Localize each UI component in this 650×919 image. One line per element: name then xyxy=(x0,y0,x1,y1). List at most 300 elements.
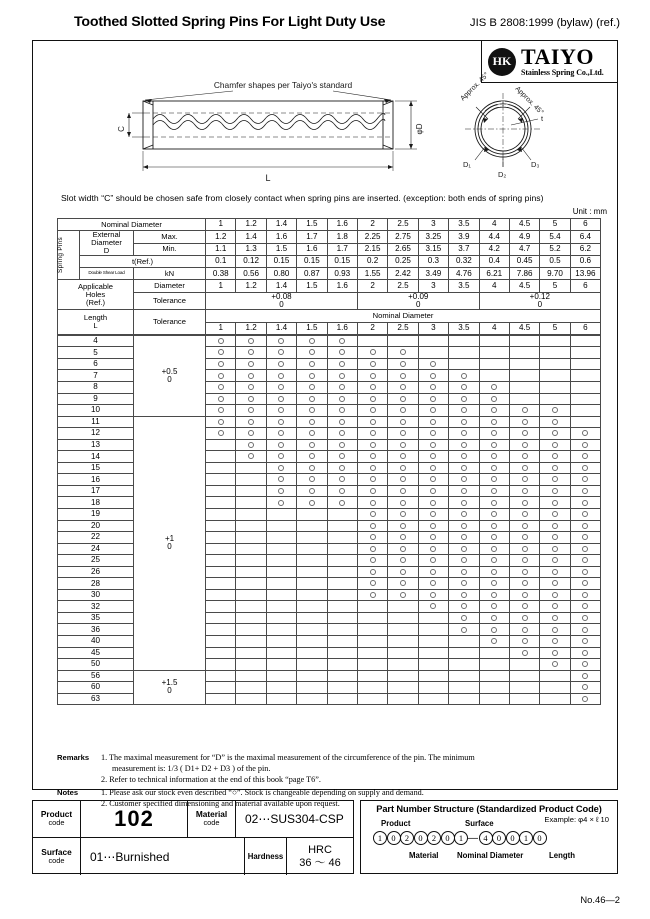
availability-cell xyxy=(388,485,418,497)
available-circle-icon xyxy=(582,523,588,529)
kn-cell-3: 0.87 xyxy=(297,268,327,280)
availability-cell xyxy=(357,566,387,578)
length-col-header-5: 2 xyxy=(357,322,387,334)
availability-cell xyxy=(570,601,600,613)
available-circle-icon xyxy=(491,557,497,563)
availability-cell xyxy=(449,520,479,532)
available-circle-icon xyxy=(400,523,406,529)
available-circle-icon xyxy=(430,488,436,494)
availability-cell xyxy=(297,555,327,567)
availability-cell xyxy=(388,589,418,601)
slot-width-note: Slot width “C” should be chosen safe from closely contact when spring pins are inserted. (exception: both ends of spring pins) xyxy=(61,193,544,203)
ext-min-cell-6: 2.65 xyxy=(388,243,418,255)
available-circle-icon xyxy=(522,442,528,448)
available-circle-icon xyxy=(552,638,558,644)
label-spring-pins: Spring Pins xyxy=(58,231,80,280)
available-circle-icon xyxy=(370,569,376,575)
availability-cell xyxy=(357,451,387,463)
availability-cell xyxy=(449,393,479,405)
availability-cell xyxy=(297,335,327,347)
available-circle-icon xyxy=(430,465,436,471)
available-circle-icon xyxy=(430,511,436,517)
availability-cell xyxy=(479,509,509,521)
spec-tbody xyxy=(58,219,601,335)
availability-cell xyxy=(236,578,266,590)
hole-diameter-cell-2: 1.4 xyxy=(266,280,296,292)
available-circle-icon xyxy=(400,546,406,552)
availability-cell xyxy=(297,358,327,370)
available-circle-icon xyxy=(309,338,315,344)
availability-cell xyxy=(297,370,327,382)
available-circle-icon xyxy=(522,546,528,552)
availability-cell xyxy=(479,370,509,382)
length-col-header-4: 1.6 xyxy=(327,322,357,334)
pn-label-surface: Surface xyxy=(465,819,494,828)
kn-cell-5: 1.55 xyxy=(357,268,387,280)
availability-cell xyxy=(266,601,296,613)
length-col-header-0: 1 xyxy=(206,322,236,334)
available-circle-icon xyxy=(309,419,315,425)
availability-cell xyxy=(266,393,296,405)
availability-cell xyxy=(388,624,418,636)
availability-cell xyxy=(206,382,236,394)
availability-cell xyxy=(509,393,539,405)
t-ref-cell-3: 0.15 xyxy=(297,256,327,268)
availability-cell xyxy=(266,497,296,509)
availability-cell xyxy=(479,416,509,428)
availability-cell xyxy=(479,624,509,636)
ext-max-cell-5: 2.25 xyxy=(357,231,387,243)
available-circle-icon xyxy=(370,384,376,390)
label-external-diameter: External Diameter D xyxy=(80,231,134,256)
availability-cell xyxy=(388,670,418,682)
availability-cell xyxy=(266,636,296,648)
availability-cell xyxy=(388,578,418,590)
availability-cell xyxy=(388,439,418,451)
hardness-label: Hardness xyxy=(245,838,287,875)
availability-cell xyxy=(297,485,327,497)
availability-cell xyxy=(509,485,539,497)
available-circle-icon xyxy=(339,430,345,436)
availability-cell xyxy=(418,601,448,613)
kn-cell-7: 3.49 xyxy=(418,268,448,280)
length-tolerance-0: +0.5 0 xyxy=(134,335,206,416)
available-circle-icon xyxy=(309,407,315,413)
availability-cell xyxy=(509,416,539,428)
availability-cell xyxy=(297,462,327,474)
available-circle-icon xyxy=(218,338,224,344)
available-circle-icon xyxy=(552,419,558,425)
availability-cell xyxy=(418,532,448,544)
remarks-item-1b: measurement is: 1/3 ( D1+ D2 + D3 ) of the pin. xyxy=(112,763,271,773)
availability-cell xyxy=(449,566,479,578)
ext-max-cell-1: 1.4 xyxy=(236,231,266,243)
availability-cell xyxy=(479,659,509,671)
availability-cell xyxy=(236,543,266,555)
available-circle-icon xyxy=(522,430,528,436)
available-circle-icon xyxy=(370,592,376,598)
availability-cell xyxy=(570,485,600,497)
t-ref-cell-1: 0.12 xyxy=(236,256,266,268)
availability-cell xyxy=(570,659,600,671)
nominal-diameter-cell-0: 1 xyxy=(206,219,236,231)
availability-cell xyxy=(418,474,448,486)
ext-max-cell-3: 1.7 xyxy=(297,231,327,243)
product-code-label-top: Product xyxy=(40,809,73,820)
availability-cell xyxy=(540,543,570,555)
available-circle-icon xyxy=(430,546,436,552)
availability-cell xyxy=(357,509,387,521)
length-value-12: 12 xyxy=(58,428,134,440)
length-col-header-3: 1.5 xyxy=(297,322,327,334)
availability-cell xyxy=(418,485,448,497)
availability-cell xyxy=(327,532,357,544)
available-circle-icon xyxy=(461,511,467,517)
availability-cell xyxy=(479,532,509,544)
available-circle-icon xyxy=(248,373,254,379)
availability-cell xyxy=(297,693,327,705)
availability-cell xyxy=(540,485,570,497)
availability-cell xyxy=(357,624,387,636)
available-circle-icon xyxy=(339,465,345,471)
nominal-diameter-cell-12: 6 xyxy=(570,219,600,231)
available-circle-icon xyxy=(582,684,588,690)
available-circle-icon xyxy=(552,500,558,506)
availability-cell xyxy=(418,670,448,682)
availability-cell xyxy=(327,693,357,705)
available-circle-icon xyxy=(400,373,406,379)
availability-cell xyxy=(540,439,570,451)
nominal-diameter-cell-4: 1.6 xyxy=(327,219,357,231)
availability-cell xyxy=(418,647,448,659)
availability-cell xyxy=(540,416,570,428)
availability-cell xyxy=(206,509,236,521)
table-row xyxy=(58,670,601,682)
availability-cell xyxy=(449,439,479,451)
availability-cell xyxy=(479,474,509,486)
availability-cell xyxy=(206,347,236,359)
nominal-diameter-cell-10: 4.5 xyxy=(509,219,539,231)
available-circle-icon xyxy=(522,476,528,482)
code-row-surface xyxy=(33,838,353,875)
available-circle-icon xyxy=(582,476,588,482)
available-circle-icon xyxy=(582,696,588,702)
availability-cell xyxy=(388,543,418,555)
available-circle-icon xyxy=(339,396,345,402)
available-circle-icon xyxy=(309,430,315,436)
availability-cell xyxy=(327,416,357,428)
availability-cell xyxy=(540,555,570,567)
availability-cell xyxy=(357,543,387,555)
availability-cell xyxy=(357,370,387,382)
available-circle-icon xyxy=(461,615,467,621)
availability-cell xyxy=(479,358,509,370)
bottom-section xyxy=(32,800,618,874)
surface-code-value: 01⋯Burnished xyxy=(81,838,245,875)
available-circle-icon xyxy=(552,650,558,656)
kn-cell-12: 13.96 xyxy=(570,268,600,280)
availability-cell xyxy=(357,693,387,705)
availability-cell xyxy=(357,636,387,648)
availability-cell xyxy=(570,497,600,509)
label-t-ref: t(Ref.) xyxy=(80,256,206,268)
length-tolerance-2: +1.5 0 xyxy=(134,670,206,705)
available-circle-icon xyxy=(461,488,467,494)
available-circle-icon xyxy=(552,661,558,667)
available-circle-icon xyxy=(370,430,376,436)
availability-cell xyxy=(327,509,357,521)
available-circle-icon xyxy=(582,557,588,563)
availability-cell xyxy=(540,474,570,486)
availability-cell xyxy=(297,474,327,486)
availability-cell xyxy=(266,347,296,359)
available-circle-icon xyxy=(339,419,345,425)
available-circle-icon xyxy=(522,557,528,563)
available-circle-icon xyxy=(522,453,528,459)
availability-cell xyxy=(297,532,327,544)
available-circle-icon xyxy=(248,361,254,367)
t-ref-cell-9: 0.4 xyxy=(479,256,509,268)
available-circle-icon xyxy=(582,453,588,459)
available-circle-icon xyxy=(278,373,284,379)
length-tolerance-1: +1 0 xyxy=(134,416,206,670)
available-circle-icon xyxy=(491,546,497,552)
available-circle-icon xyxy=(522,650,528,656)
availability-cell xyxy=(266,370,296,382)
label-kn: kN xyxy=(134,268,206,280)
availability-cell xyxy=(236,566,266,578)
available-circle-icon xyxy=(491,638,497,644)
available-circle-icon xyxy=(430,442,436,448)
hardness-value xyxy=(287,838,353,875)
availability-cell xyxy=(418,589,448,601)
availability-cell xyxy=(540,636,570,648)
available-circle-icon xyxy=(491,500,497,506)
availability-cell xyxy=(206,393,236,405)
available-circle-icon xyxy=(491,488,497,494)
length-value-35: 35 xyxy=(58,612,134,624)
available-circle-icon xyxy=(491,627,497,633)
availability-cell xyxy=(388,532,418,544)
availability-cell xyxy=(509,370,539,382)
availability-cell xyxy=(449,612,479,624)
pn-digit-right-3: 1 xyxy=(519,831,533,845)
available-circle-icon xyxy=(491,592,497,598)
available-circle-icon xyxy=(461,603,467,609)
availability-cell xyxy=(540,358,570,370)
availability-cell xyxy=(297,451,327,463)
availability-cell xyxy=(540,509,570,521)
availability-cell xyxy=(449,485,479,497)
availability-cell xyxy=(540,682,570,694)
availability-cell xyxy=(357,335,387,347)
availability-cell xyxy=(570,405,600,417)
available-circle-icon xyxy=(248,419,254,425)
kn-cell-11: 9.70 xyxy=(540,268,570,280)
available-circle-icon xyxy=(218,373,224,379)
availability-cell xyxy=(266,578,296,590)
availability-cell xyxy=(570,612,600,624)
available-circle-icon xyxy=(461,569,467,575)
availability-cell xyxy=(357,589,387,601)
availability-cell xyxy=(206,439,236,451)
availability-cell xyxy=(266,335,296,347)
availability-cell xyxy=(357,393,387,405)
length-col-header-8: 3.5 xyxy=(449,322,479,334)
available-circle-icon xyxy=(491,580,497,586)
availability-cell xyxy=(449,347,479,359)
availability-cell xyxy=(418,543,448,555)
available-circle-icon xyxy=(461,592,467,598)
availability-cell xyxy=(297,393,327,405)
availability-cell xyxy=(206,520,236,532)
availability-cell xyxy=(206,601,236,613)
available-circle-icon xyxy=(552,430,558,436)
available-circle-icon xyxy=(370,580,376,586)
availability-cell xyxy=(570,693,600,705)
availability-cell xyxy=(509,382,539,394)
available-circle-icon xyxy=(491,384,497,390)
availability-cell xyxy=(418,566,448,578)
ext-min-cell-2: 1.5 xyxy=(266,243,296,255)
kn-cell-8: 4.76 xyxy=(449,268,479,280)
availability-cell xyxy=(509,428,539,440)
availability-cell xyxy=(206,428,236,440)
available-circle-icon xyxy=(278,488,284,494)
spec-row-nominal-diameter xyxy=(58,219,601,231)
kn-cell-9: 6.21 xyxy=(479,268,509,280)
ext-max-cell-10: 4.9 xyxy=(509,231,539,243)
availability-cell xyxy=(297,428,327,440)
available-circle-icon xyxy=(400,419,406,425)
availability-cell xyxy=(479,670,509,682)
hole-diameter-cell-1: 1.2 xyxy=(236,280,266,292)
material-code-label xyxy=(188,801,236,837)
surface-code-label-bottom: code xyxy=(48,855,65,865)
availability-cell xyxy=(327,462,357,474)
available-circle-icon xyxy=(339,453,345,459)
availability-cell xyxy=(540,393,570,405)
t-ref-cell-10: 0.45 xyxy=(509,256,539,268)
length-value-4: 4 xyxy=(58,335,134,347)
available-circle-icon xyxy=(400,569,406,575)
ext-max-cell-8: 3.9 xyxy=(449,231,479,243)
available-circle-icon xyxy=(522,592,528,598)
pn-digit-right-2: 0 xyxy=(506,831,520,845)
available-circle-icon xyxy=(491,615,497,621)
length-value-14: 14 xyxy=(58,451,134,463)
available-circle-icon xyxy=(552,476,558,482)
availability-cell xyxy=(570,566,600,578)
ext-min-cell-8: 3.7 xyxy=(449,243,479,255)
remarks-row xyxy=(57,753,617,785)
availability-cell xyxy=(479,347,509,359)
available-circle-icon xyxy=(491,442,497,448)
availability-cell xyxy=(449,647,479,659)
availability-cell xyxy=(236,405,266,417)
available-circle-icon xyxy=(461,396,467,402)
available-circle-icon xyxy=(309,453,315,459)
availability-cell xyxy=(509,347,539,359)
available-circle-icon xyxy=(461,384,467,390)
available-circle-icon xyxy=(461,627,467,633)
hole-diameter-cell-5: 2 xyxy=(357,280,387,292)
t-ref-cell-4: 0.15 xyxy=(327,256,357,268)
kn-cell-6: 2.42 xyxy=(388,268,418,280)
available-circle-icon xyxy=(370,407,376,413)
hole-diameter-cell-10: 4.5 xyxy=(509,280,539,292)
available-circle-icon xyxy=(339,373,345,379)
availability-cell xyxy=(540,693,570,705)
availability-cell xyxy=(327,682,357,694)
availability-cell xyxy=(327,555,357,567)
available-circle-icon xyxy=(309,442,315,448)
available-circle-icon xyxy=(370,511,376,517)
length-col-header-1: 1.2 xyxy=(236,322,266,334)
available-circle-icon xyxy=(552,453,558,459)
availability-cell xyxy=(570,520,600,532)
available-circle-icon xyxy=(522,500,528,506)
availability-cell xyxy=(479,393,509,405)
availability-cell xyxy=(297,566,327,578)
technical-drawing xyxy=(33,63,619,193)
available-circle-icon xyxy=(491,511,497,517)
kn-cell-0: 0.38 xyxy=(206,268,236,280)
length-value-18: 18 xyxy=(58,497,134,509)
hole-tolerance-cell-1: +0.09 0 xyxy=(357,292,479,310)
available-circle-icon xyxy=(278,465,284,471)
available-circle-icon xyxy=(339,442,345,448)
availability-cell xyxy=(509,439,539,451)
available-circle-icon xyxy=(309,349,315,355)
label-tolerance: Tolerance xyxy=(134,292,206,310)
available-circle-icon xyxy=(309,476,315,482)
available-circle-icon xyxy=(248,407,254,413)
availability-cell xyxy=(297,543,327,555)
spec-row-hole-diameter xyxy=(58,280,601,292)
length-value-10: 10 xyxy=(58,405,134,417)
material-code-value: 02⋯SUS304-CSP xyxy=(245,812,344,826)
availability-cell xyxy=(388,509,418,521)
availability-cell xyxy=(509,555,539,567)
code-row-product xyxy=(33,801,353,838)
available-circle-icon xyxy=(400,407,406,413)
nominal-diameter-cell-6: 2.5 xyxy=(388,219,418,231)
available-circle-icon xyxy=(309,396,315,402)
availability-cell xyxy=(206,670,236,682)
availability-cell xyxy=(327,659,357,671)
product-code-label xyxy=(33,801,81,837)
available-circle-icon xyxy=(461,453,467,459)
availability-cell xyxy=(206,405,236,417)
available-circle-icon xyxy=(461,373,467,379)
availability-cell xyxy=(570,462,600,474)
availability-cell xyxy=(266,532,296,544)
approx-right-label: Approx. 45° xyxy=(513,85,545,117)
available-circle-icon xyxy=(370,453,376,459)
available-circle-icon xyxy=(522,615,528,621)
availability-cell xyxy=(479,682,509,694)
availability-cell xyxy=(418,509,448,521)
drawing-svg xyxy=(33,63,619,193)
availability-cell xyxy=(327,474,357,486)
available-circle-icon xyxy=(339,500,345,506)
availability-cell xyxy=(357,347,387,359)
available-circle-icon xyxy=(461,407,467,413)
product-code-label-bottom: code xyxy=(48,818,65,828)
part-number-diagram xyxy=(361,815,617,870)
availability-cell xyxy=(327,370,357,382)
